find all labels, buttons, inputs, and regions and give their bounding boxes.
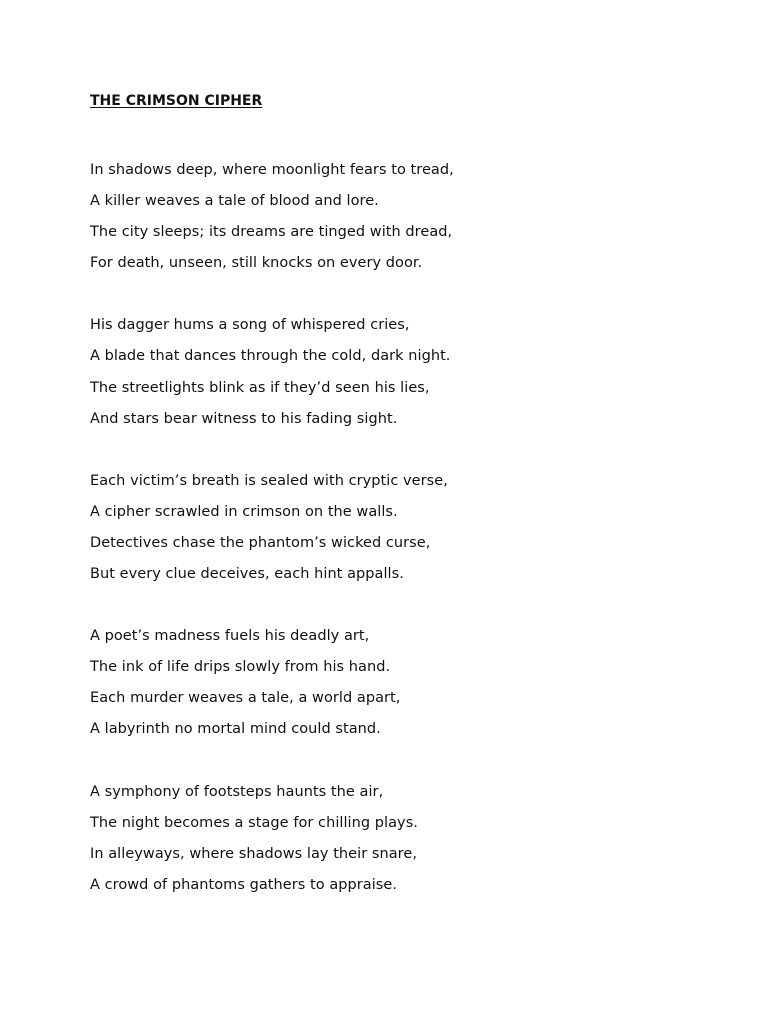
stanza: [90, 310, 690, 434]
poem-line: Each victim’s breath is sealed with cryptic verse,: [90, 472, 448, 489]
poem-line: The ink of life drips slowly from his hand.: [90, 659, 391, 676]
poem-line: The city sleeps; its dreams are tinged with dread,: [90, 224, 453, 241]
poem-line: A killer weaves a tale of blood and lore.: [90, 193, 379, 210]
poem-line: His dagger hums a song of whispered cries,: [90, 317, 410, 334]
poem-line: A poet’s madness fuels his deadly art,: [90, 628, 370, 645]
poem-line: And stars bear witness to his fading sight.: [90, 410, 398, 427]
poem-line: A blade that dances through the cold, dark night.: [90, 348, 451, 365]
poem-line: A labyrinth no mortal mind could stand.: [90, 721, 381, 738]
stanza: [90, 621, 690, 745]
poem-line: In alleyways, where shadows lay their snare,: [90, 845, 417, 862]
poem-line: The night becomes a stage for chilling plays.: [90, 814, 418, 831]
stanza: [90, 777, 690, 901]
poem-line: In shadows deep, where moonlight fears to tread,: [90, 162, 454, 178]
poem-line: A symphony of footsteps haunts the air,: [90, 783, 384, 800]
poem-line: Each murder weaves a tale, a world apart,: [90, 690, 401, 707]
poem-line: For death, unseen, still knocks on every door.: [90, 255, 423, 272]
poem-body: [90, 155, 690, 932]
poem-title: THE CRIMSON CIPHER: [90, 93, 263, 109]
poem-line: Detectives chase the phantom’s wicked curse,: [90, 534, 431, 551]
poem-line: A cipher scrawled in crimson on the walls.: [90, 503, 398, 520]
stanza: [90, 155, 690, 279]
poem-line: A crowd of phantoms gathers to appraise.: [90, 876, 398, 893]
poem-line: But every clue deceives, each hint appalls.: [90, 566, 404, 583]
stanza: [90, 466, 690, 590]
poem-line: The streetlights blink as if they’d seen his lies,: [90, 379, 430, 396]
